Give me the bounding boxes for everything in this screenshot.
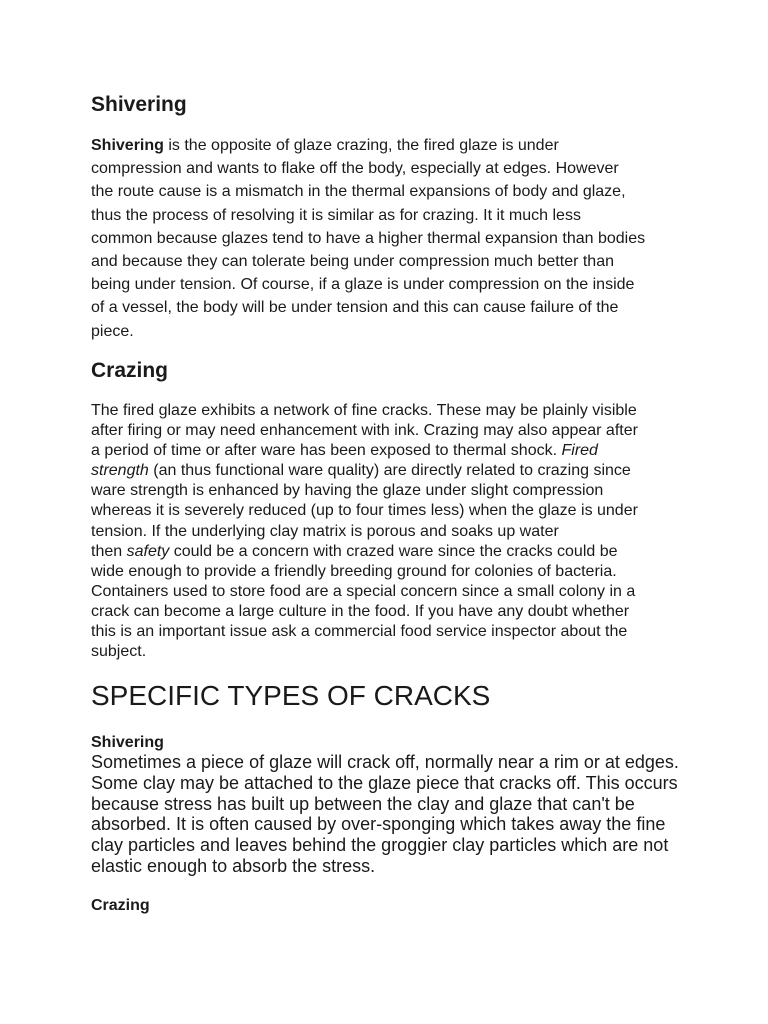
text-line	[91, 602, 651, 622]
text-run: wide enough to provide a friendly breeding ground for colonies of bacteria.	[91, 562, 617, 580]
italic-text: strength	[91, 462, 149, 480]
text-run: ware strength is enhanced by having the glaze under slight compression	[91, 482, 604, 500]
text-run: Some clay may be attached to the glaze piece that cracks off. This occurs	[91, 772, 678, 793]
text-run: this is an important issue ask a commercial food service inspector about the	[91, 623, 628, 641]
text-run: compression and wants to flake off the body, especially at edges. However	[91, 160, 619, 178]
text-run: a period of time or after ware has been exposed to thermal shock.	[91, 442, 562, 460]
text-run: and because they can tolerate being under compression much better than	[91, 253, 614, 271]
italic-text: safety	[126, 542, 170, 560]
text-run: clay particles and leaves behind the groggier clay particles which are not	[91, 835, 669, 856]
text-line	[91, 320, 691, 343]
text-run: Containers used to store food are a special concern since a small colony in a	[91, 582, 636, 600]
text-line	[91, 642, 651, 662]
bold-text: Shivering	[91, 137, 164, 154]
text-run: subject.	[91, 643, 147, 661]
text-line	[91, 180, 691, 203]
shivering-heading: Shivering	[91, 93, 187, 116]
text-line	[91, 542, 651, 562]
text-run: then	[91, 542, 127, 560]
text-line	[91, 204, 691, 227]
text-line	[91, 157, 691, 180]
text-line	[91, 134, 691, 157]
text-line	[91, 250, 691, 273]
text-line	[91, 582, 651, 602]
sub-crazing-heading: Crazing	[91, 897, 150, 914]
text-run: elastic enough to absorb the stress.	[91, 855, 376, 876]
text-run: crack can become a large culture in the food. If you have any doubt whether	[91, 602, 630, 620]
text-run: tension. If the underlying clay matrix is porous and soaks up water	[91, 522, 559, 540]
specific-types-heading: SPECIFIC TYPES OF CRACKS	[91, 680, 491, 711]
text-line	[91, 296, 691, 319]
text-run: the route cause is a mismatch in the thermal expansions of body and glaze,	[91, 183, 626, 201]
crazing-heading: Crazing	[91, 359, 169, 382]
text-line	[91, 522, 651, 542]
text-run: being under tension. Of course, if a glaze is under compression on the inside	[91, 276, 635, 294]
shivering-paragraph	[91, 134, 691, 343]
text-line	[91, 421, 651, 441]
text-run: of a vessel, the body will be under tension and this can cause failure of the	[91, 299, 619, 317]
crazing-paragraph	[91, 401, 651, 662]
italic-text: Fired	[561, 442, 598, 460]
text-line	[91, 501, 651, 521]
text-line	[91, 814, 681, 835]
text-line	[91, 461, 651, 481]
text-line	[91, 773, 681, 794]
text-line	[91, 273, 691, 296]
text-line	[91, 562, 651, 582]
text-run: whereas it is severely reduced (up to four times less) when the glaze is under	[91, 502, 638, 520]
text-run: (an thus functional ware quality) are directly related to crazing since	[148, 462, 631, 480]
text-line	[91, 752, 681, 773]
text-run: is the opposite of glaze crazing, the fired glaze is under	[163, 137, 559, 154]
text-run: The fired glaze exhibits a network of fine cracks. These may be plainly visible	[91, 402, 637, 419]
text-line	[91, 227, 691, 250]
text-run: common because glazes tend to have a higher thermal expansion than bodies	[91, 229, 646, 247]
text-run: piece.	[91, 322, 134, 340]
text-run: after firing or may need enhancement with ink. Crazing may also appear after	[91, 422, 638, 440]
text-line	[91, 481, 651, 501]
text-line	[91, 401, 651, 421]
text-run: could be a concern with crazed ware since the cracks could be	[169, 542, 618, 560]
sub-shivering-heading: Shivering	[91, 734, 164, 751]
text-line	[91, 835, 681, 856]
text-line	[91, 794, 681, 815]
text-run: because stress has built up between the clay and glaze that can't be	[91, 793, 635, 814]
sub-shivering-paragraph	[91, 752, 681, 877]
text-run: Sometimes a piece of glaze will crack off, normally near a rim or at edges.	[91, 752, 679, 772]
text-line	[91, 441, 651, 461]
text-line	[91, 622, 651, 642]
text-line	[91, 856, 681, 877]
text-run: absorbed. It is often caused by over-sponging which takes away the fine	[91, 814, 666, 835]
text-run: thus the process of resolving it is similar as for crazing. It it much less	[91, 206, 581, 224]
